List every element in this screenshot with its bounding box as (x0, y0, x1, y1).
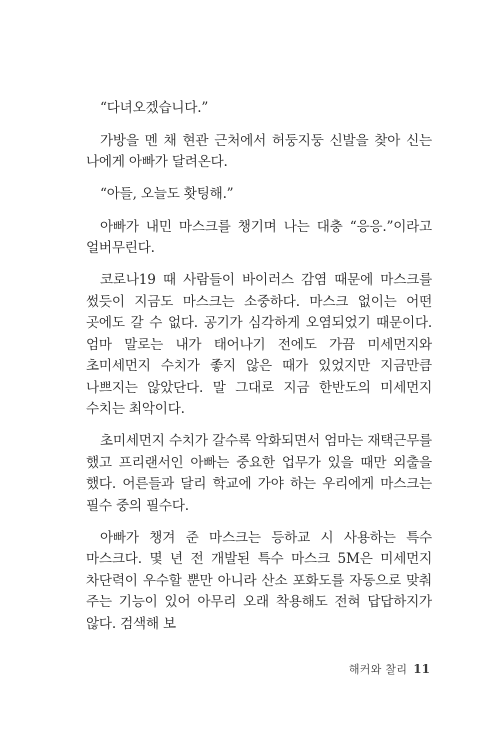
page-number: 11 (413, 662, 430, 676)
page-footer (349, 661, 430, 677)
paragraph-dialog-leaving: “다녀오겠습니다.” (100, 100, 209, 116)
running-title: 해커와 찰리 (348, 663, 408, 676)
paragraph-dialog-dad: “아들, 오늘도 홧팅해.” (100, 186, 234, 202)
paragraph-mask-reply: 아빠가 내민 마스크를 챙기며 나는 대충 “응응.”이라고 얼버무린다. (86, 218, 432, 256)
paragraph-finding-shoes: 가방을 멘 채 현관 근처에서 허둥지둥 신발을 찾아 신는 나에게 아빠가 달려온다. (86, 132, 432, 170)
paragraph-special-mask: 아빠가 챙겨 준 마스크는 등하교 시 사용하는 특수 마스크다. 몇 년 전 개발된 특수 마스크 5M은 미세먼지 차단력이 우수할 뿐만 아니라 산소 포화도를 자동으로 맞춰 주는 기능이 있어 아무리 오래 착용해도 전혀 답답하지가 않다. 검색해 보 (86, 529, 432, 632)
page-body (86, 98, 432, 646)
paragraph-air-pollution: 코로나19 때 사람들이 바이러스 감염 때문에 마스크를 썼듯이 지금도 마스크는 소중하다. 마스크 없이는 어떤 곳에도 갈 수 없다. 공기가 심각하게 오염되었기 때문이다. 엄마 말로는 내가 태어나기 전에도 가끔 미세먼지와 초미세먼지 수치가 좋지 않은 때가 있었지만 지금만큼 나쁘지는 않았단다. 말 그대로 지금 한반도의 미세먼지 수치는 최악이다. (86, 272, 432, 417)
paragraph-remote-work: 초미세먼지 수치가 갈수록 악화되면서 엄마는 재택근무를 했고 프리랜서인 아빠는 중요한 업무가 있을 때만 외출을 했다. 어른들과 달리 학교에 가야 하는 우리에게 마스크는 필수 중의 필수다. (86, 433, 432, 514)
